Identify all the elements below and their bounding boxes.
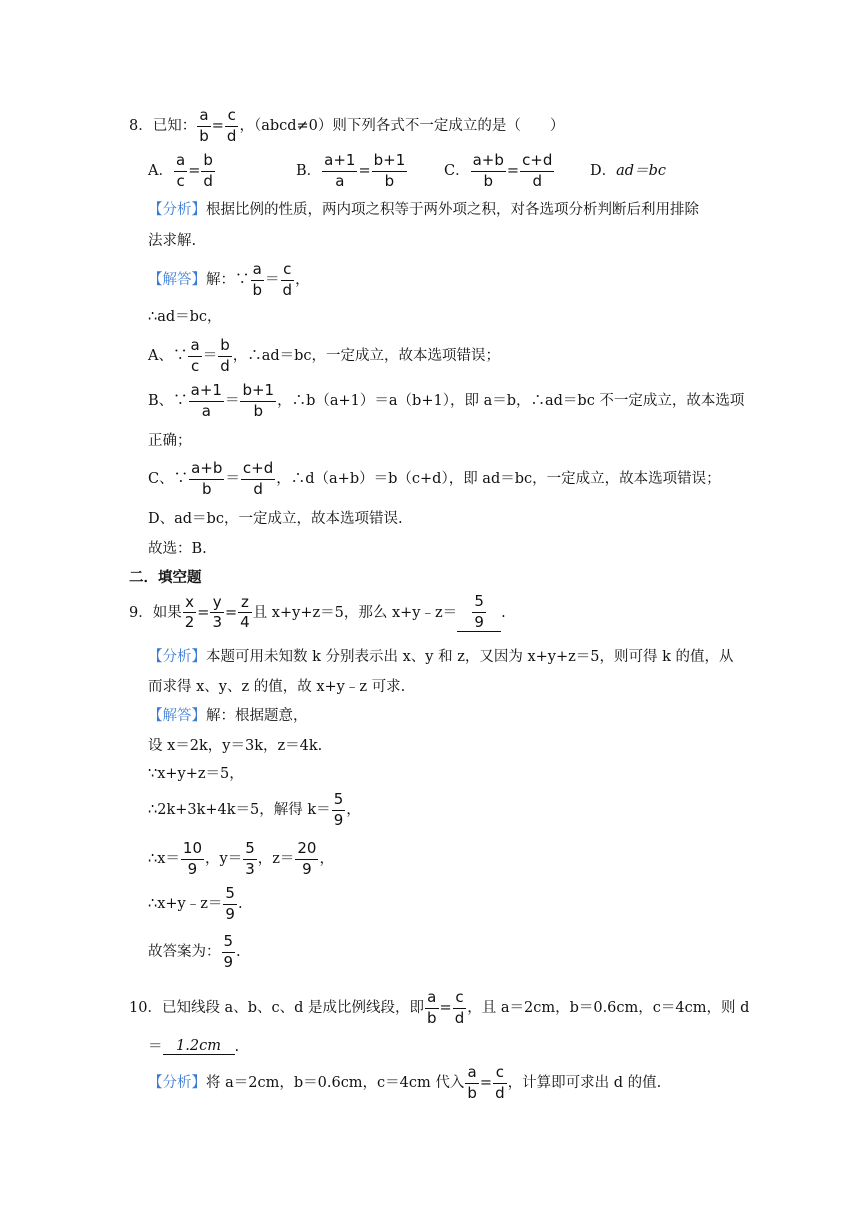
- q9-sol-xyz: ∴x＝ 10 9 ，y＝ 5 3 ，z＝ 20 9 ，: [148, 839, 334, 878]
- q9-stem: 9．如果 x 2 = y 3 = z 4 且 x+y+z＝5，那么 x+y﹣z＝ $\frac{5}{9}$ .: [129, 592, 506, 632]
- q9-sol-line: ∵x+y+z＝5，: [148, 766, 244, 782]
- q9-sol-result: ∴x+y﹣z＝ 5 9 .: [148, 884, 243, 923]
- q8-sol-b-cont: 正确；: [148, 433, 192, 449]
- analysis-tag: 【分析】: [148, 202, 206, 218]
- q10-answer-line: ＝ 1.2cm .: [148, 1038, 240, 1055]
- fraction: a b: [199, 106, 209, 145]
- option-b: B． a+1 a = b+1 b: [296, 151, 406, 190]
- q8-solution-intro: 【解答】 解：∵ a b ＝ c d ，: [148, 260, 310, 299]
- q8-options: [148, 153, 666, 190]
- solution-tag: 【解答】: [148, 708, 206, 724]
- section-heading: 二．填空题: [129, 569, 202, 586]
- q8-number: 8．已知：: [129, 118, 197, 134]
- q8-sol-line: ∴ad＝bc，: [148, 309, 222, 325]
- q9-answer: 故答案为： 5 9 .: [148, 932, 241, 971]
- q10-number: 10．已知线段 a、b、c、d 是成比例线段，即: [129, 1000, 424, 1016]
- q8-sol-d: D、ad＝bc，一定成立，故本选项错误.: [148, 511, 403, 527]
- option-a: A． a c = b d: [148, 151, 213, 190]
- q9-sol-k: ∴2k+3k+4k＝5，解得 k＝ 5 9 ，: [148, 790, 361, 829]
- q8-sol-a: A、∵ a c ＝ b d ，∴ad＝bc，一定成立，故本选项错误；: [148, 336, 501, 375]
- option-d: D． ad＝bc: [590, 163, 666, 179]
- q9-number: 9．如果: [129, 604, 182, 621]
- fraction: c d: [226, 106, 237, 145]
- answer-blank: 1.2cm: [163, 1039, 235, 1055]
- q9-analysis: 【分析】 本题可用未知数 k 分别表示出 x、y 和 z，又因为 x+y+z＝5，则可得 k 的值，从: [148, 649, 734, 665]
- answer-blank: $\frac{5}{9}$: [457, 594, 501, 632]
- q8-analysis-cont: 法求解.: [148, 233, 197, 249]
- q9-sol-line: 设 x＝2k，y＝3k，z＝4k.: [148, 738, 323, 754]
- q8-stem: 8．已知： a b = c d ，（abcd≠0）则下列各式不一定成立的是（ ）: [129, 106, 565, 145]
- q8-sol-b: B、∵ a+1 a ＝ b+1 b ，∴b（a+1）＝a（b+1），即 a＝b，∴ad＝bc 不一定成立，故本选项: [148, 381, 745, 420]
- q9-analysis-cont: 而求得 x、y、z 的值，故 x+y﹣z 可求.: [148, 679, 406, 695]
- q8-choice: 故选：B.: [148, 541, 207, 557]
- q8-analysis: 【分析】 根据比例的性质，两内项之积等于两外项之积，对各选项分析判断后利用排除: [148, 202, 699, 218]
- q9-solution: 【解答】 解：根据题意，: [148, 708, 308, 724]
- q8-condition: ，（abcd≠0）则下列各式不一定成立的是（ ）: [239, 118, 565, 134]
- q10-analysis: 【分析】 将 a＝2cm，b＝0.6cm，c＝4cm 代入 a b = c d ，计算即可求出 d 的值.: [148, 1063, 662, 1102]
- analysis-tag: 【分析】: [148, 649, 206, 665]
- analysis-tag: 【分析】: [148, 1075, 206, 1091]
- q8-sol-c: C、∵ a+b b ＝ c+d d ，∴d（a+b）＝b（c+d），即 ad＝bc，一定成立，故本选项错误；: [148, 459, 721, 498]
- q10-stem: 10．已知线段 a、b、c、d 是成比例线段，即 a b = c d ，且 a＝2cm，b＝0.6cm，c＝4cm，则 d: [129, 988, 750, 1027]
- option-c: C． a+b b = c+d d: [444, 151, 553, 190]
- solution-tag: 【解答】: [148, 272, 206, 288]
